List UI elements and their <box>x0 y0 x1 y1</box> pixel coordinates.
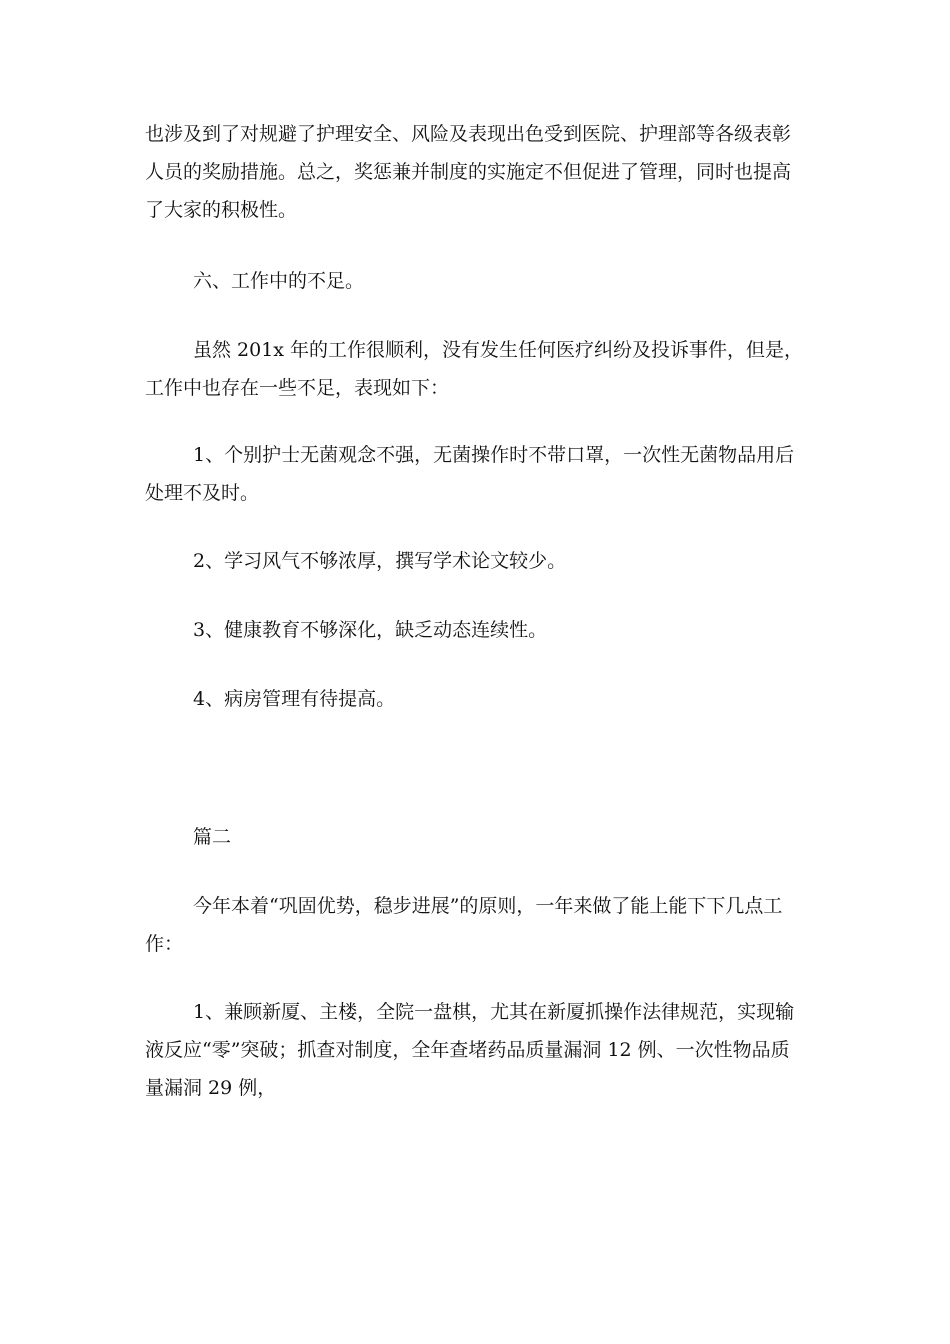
text-line: 篇二 <box>193 826 232 848</box>
text-line: 1、个别护士无菌观念不强，无菌操作时不带口罩，一次性无菌物品用后 <box>193 444 795 466</box>
text-line: 虽然 201x 年的工作很顺利，没有发生任何医疗纠纷及投诉事件，但是， <box>193 339 804 361</box>
paragraph-part-two-intro <box>145 887 810 963</box>
section-heading-shortcomings <box>145 262 810 300</box>
text-line: 液反应“零”突破；抓查对制度，全年查堵药品质量漏洞 12 例、一次性物品质 <box>145 1039 790 1061</box>
text-line: 量漏洞 29 例， <box>145 1077 277 1099</box>
paragraph-part-two-item-1 <box>145 993 810 1107</box>
text-line: 工作中也存在一些不足，表现如下： <box>145 377 450 399</box>
list-item-4 <box>145 680 810 718</box>
list-item-1 <box>145 436 810 512</box>
paragraph-shortcomings-intro <box>145 331 810 407</box>
text-line: 4、病房管理有待提高。 <box>193 688 396 710</box>
text-line: 作： <box>145 933 184 955</box>
section-heading-part-two <box>145 818 810 856</box>
text-line: 六、工作中的不足。 <box>193 270 365 292</box>
text-line: 2、学习风气不够浓厚，撰写学术论文较少。 <box>193 550 567 572</box>
text-line: 了大家的积极性。 <box>145 199 298 221</box>
text-line: 也涉及到了对规避了护理安全、风险及表现出色受到医院、护理部等各级表彰 <box>145 123 792 145</box>
text-line: 今年本着“巩固优势，稳步进展”的原则，一年来做了能上能下下几点工 <box>193 895 783 917</box>
list-item-3 <box>145 611 810 649</box>
text-line: 1、兼顾新厦、主楼，全院一盘棋，尤其在新厦抓操作法律规范，实现输 <box>193 1001 795 1023</box>
list-item-2 <box>145 542 810 580</box>
text-line: 3、健康教育不够深化，缺乏动态连续性。 <box>193 619 548 641</box>
text-line: 处理不及时。 <box>145 482 260 504</box>
text-line: 人员的奖励措施。总之，奖惩兼并制度的实施定不但促进了管理，同时也提高 <box>145 161 792 183</box>
paragraph-reward-measures <box>145 115 810 229</box>
